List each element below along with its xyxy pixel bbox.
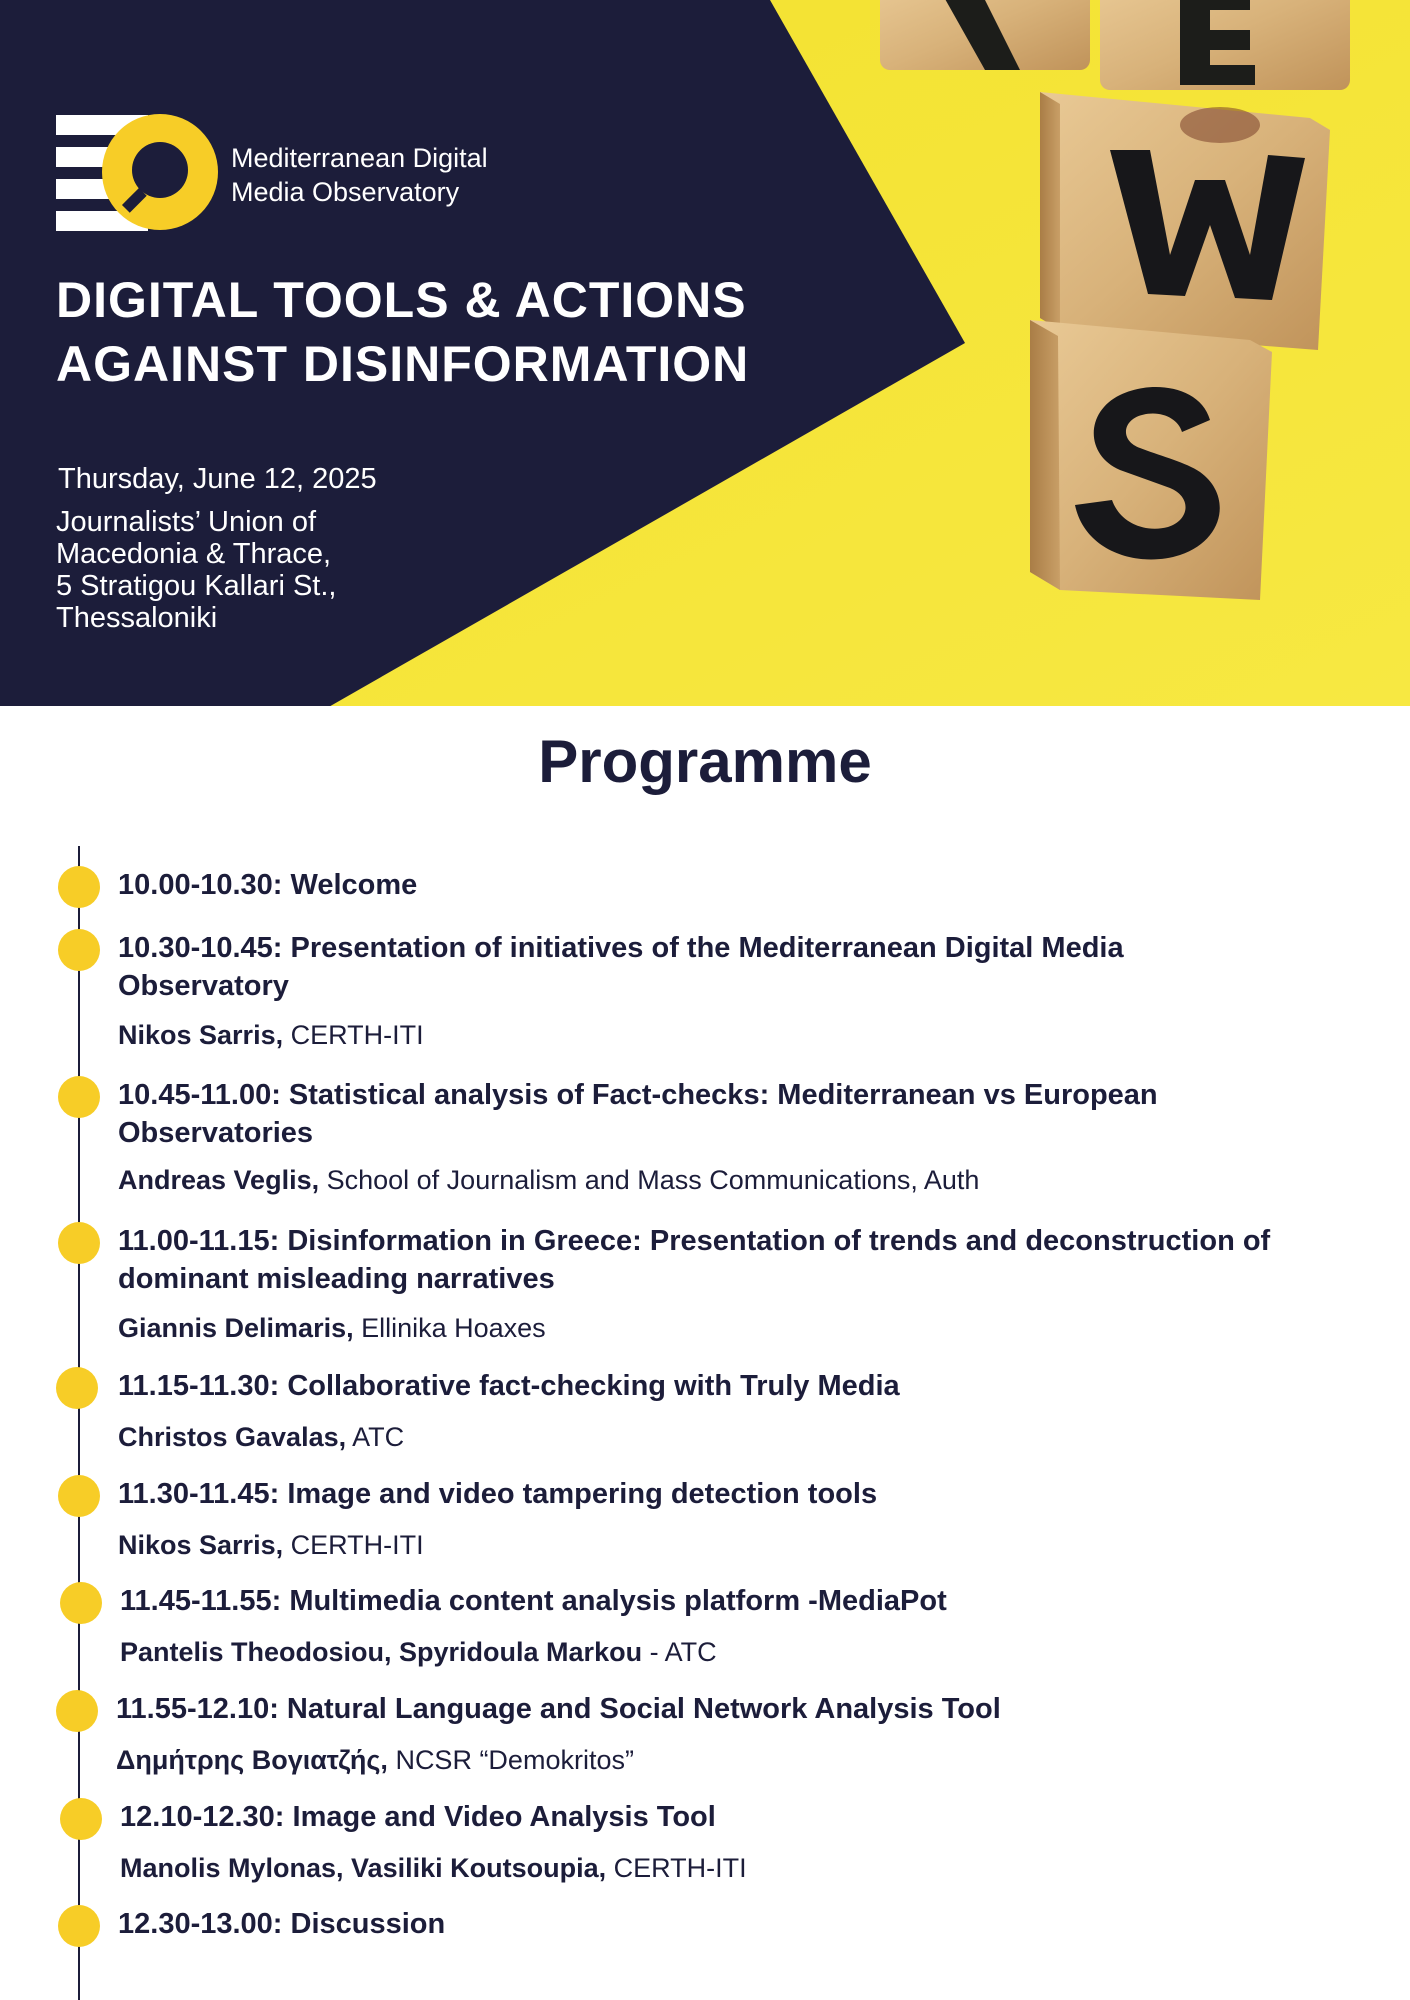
speaker-affiliation: ATC <box>346 1422 405 1452</box>
session-title: 11.15-11.30: Collaborative fact-checking with Truly Media <box>118 1370 900 1402</box>
speaker-names: Manolis Mylonas, Vasiliki Koutsoupia, <box>120 1853 607 1883</box>
speaker-line <box>120 1634 1280 1670</box>
speaker-names: Nikos Sarris, <box>118 1020 284 1050</box>
speaker-line <box>118 1017 1278 1053</box>
timeline-bullet-icon <box>58 1905 100 1947</box>
speaker-line <box>118 1527 1278 1563</box>
speaker-affiliation: CERTH-ITI <box>283 1020 424 1050</box>
speaker-names: Pantelis Theodosiou, Spyridoula Markou <box>120 1637 643 1667</box>
speaker-affiliation: School of Journalism and Mass Communications, Auth <box>319 1165 980 1195</box>
session-title: 12.30-13.00: Discussion <box>118 1908 446 1940</box>
session-title: 11.30-11.45: Image and video tampering detection tools <box>118 1478 878 1510</box>
speaker-affiliation: CERTH-ITI <box>283 1530 424 1560</box>
event-title-line1: DIGITAL TOOLS & ACTIONS <box>56 272 747 328</box>
session-title: 10.30-10.45: Presentation of initiatives of the Mediterranean Digital Media Observatory <box>118 932 1124 1002</box>
speaker-affiliation: Ellinika Hoaxes <box>353 1313 546 1343</box>
session-title: 11.00-11.15: Disinformation in Greece: Presentation of trends and deconstruction of dominant misleading narratives <box>118 1225 1271 1295</box>
session-title: 10.45-11.00: Statistical analysis of Fact-checks: Mediterranean vs European Observatories <box>118 1079 1158 1149</box>
timeline-bullet-icon <box>58 1076 100 1118</box>
timeline-bullet-icon <box>58 866 100 908</box>
session-title: 11.45-11.55: Multimedia content analysis platform -MediaPot <box>120 1585 947 1617</box>
speaker-names: Giannis Delimaris, <box>118 1313 354 1343</box>
venue-line: Journalists’ Union of <box>56 506 317 538</box>
organization-name-line2: Media Observatory <box>231 177 460 207</box>
speaker-line <box>116 1742 1276 1778</box>
timeline-bullet-icon <box>58 929 100 971</box>
session-title: 12.10-12.30: Image and Video Analysis Tool <box>120 1801 716 1833</box>
venue-line: 5 Stratigou Kallari St., <box>56 570 337 602</box>
speaker-line <box>120 1850 1280 1886</box>
timeline-bullet-icon <box>58 1475 100 1517</box>
event-date: Thursday, June 12, 2025 <box>58 463 377 495</box>
speaker-affiliation: - ATC <box>642 1637 717 1667</box>
timeline-bullet-icon <box>56 1690 98 1732</box>
venue-line: Thessaloniki <box>56 602 218 634</box>
speaker-names: Nikos Sarris, <box>118 1530 284 1560</box>
venue-line: Macedonia & Thrace, <box>56 538 332 570</box>
event-title-line2: AGAINST DISINFORMATION <box>56 336 750 392</box>
timeline-bullet-icon <box>60 1582 102 1624</box>
programme-heading: Programme <box>538 728 872 795</box>
speaker-names: Andreas Veglis, <box>118 1165 320 1195</box>
timeline-bullet-icon <box>60 1798 102 1840</box>
speaker-affiliation: NCSR “Demokritos” <box>387 1745 634 1775</box>
speaker-names: Christos Gavalas, <box>118 1422 347 1452</box>
speaker-line <box>118 1419 1278 1455</box>
session-title: 11.55-12.10: Natural Language and Social Network Analysis Tool <box>116 1693 1001 1725</box>
speaker-line <box>118 1162 1278 1198</box>
organization-name-line1: Mediterranean Digital <box>231 143 488 173</box>
speaker-line <box>118 1310 1278 1346</box>
speaker-names: Δημήτρης Βογιατζής, <box>116 1745 388 1775</box>
session-title: 10.00-10.30: Welcome <box>118 869 418 901</box>
speaker-affiliation: CERTH-ITI <box>606 1853 747 1883</box>
timeline-bullet-icon <box>56 1367 98 1409</box>
timeline-bullet-icon <box>58 1222 100 1264</box>
